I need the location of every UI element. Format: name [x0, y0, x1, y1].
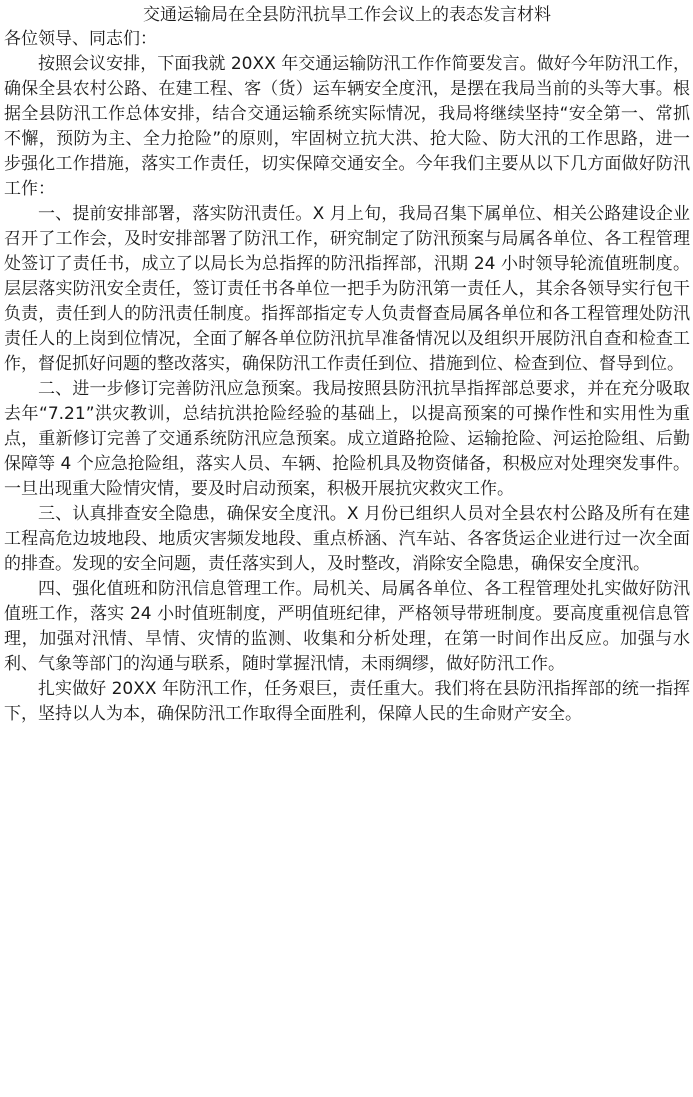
paragraph-section-4: 四、强化值班和防汛信息管理工作。局机关、局属各单位、各工程管理处扎实做好防汛值班工作，落实 24 小时值班制度，严明值班纪律，严格领导带班制度。要高度重视信息管理，加强对汛情、旱情、灾情的监测、收集和分析处理，在第一时间作出反应。加强与水利、气象等部门的沟通与联系，随时掌握汛情，未雨绸缪，做好防汛工作。 — [4, 579, 690, 674]
document-page — [4, 3, 690, 727]
paragraph-section-1: 一、提前安排部署，落实防汛责任。X 月上旬，我局召集下属单位、相关公路建设企业召开了工作会，及时安排部署了防汛工作，研究制定了防汛预案与局属各单位、各工程管理处签订了责任书，成立了以局长为总指挥的防汛指挥部，汛期 24 小时领导轮流值班制度。层层落实防汛安全责任，签订责任书各单位一把手为防汛第一责任人，其余各领导实行包干负责，责任到人的防汛责任制度。指挥部指定专人负责督查局属各单位和各工程管理处防汛责任人的上岗到位情况，全面了解各单位防汛抗旱准备情况以及组织开展防汛自查和检查工作，督促抓好问题的整改落实，确保防汛工作责任到位、措施到位、检查到位、督导到位。 — [4, 204, 690, 374]
document-title: 交通运输局在全县防汛抗旱工作会议上的表态发言材料 — [143, 5, 551, 25]
paragraph-intro: 按照会议安排，下面我就 20XX 年交通运输防汛工作作简要发言。做好今年防汛工作，确保全县农村公路、在建工程、客（货）运车辆安全度汛，是摆在我局当前的头等大事。根据全县防汛工作总体安排，结合交通运输系统实际情况，我局将继续坚持“安全第一、常抓不懈，预防为主、全力抢险”的原则，牢固树立抗大洪、抢大险、防大汛的工作思路，进一步强化工作措施，落实工作责任，切实保障交通安全。今年我们主要从以下几方面做好防汛工作： — [4, 54, 690, 199]
salutation: 各位领导、同志们： — [4, 29, 157, 49]
paragraph-section-2: 二、进一步修订完善防汛应急预案。我局按照县防汛抗旱指挥部总要求，并在充分吸取去年“7.21”洪灾教训，总结抗洪抢险经验的基础上，以提高预案的可操作性和实用性为重点，重新修订完善了交通系统防汛应急预案。成立道路抢险、运输抢险、河运抢险组、后勤保障等 4 个应急抢险组，落实人员、车辆、抢险机具及物资储备，积极应对处理突发事件。一旦出现重大险情灾情，要及时启动预案，积极开展抗灾救灾工作。 — [4, 379, 690, 499]
paragraph-section-3: 三、认真排查安全隐患，确保安全度汛。X 月份已组织人员对全县农村公路及所有在建工程高危边坡地段、地质灾害频发地段、重点桥涵、汽车站、各客货运企业进行过一次全面的排查。发现的安全问题，责任落实到人，及时整改，消除安全隐患，确保安全度汛。 — [4, 504, 690, 574]
paragraph-closing: 扎实做好 20XX 年防汛工作，任务艰巨，责任重大。我们将在县防汛指挥部的统一指挥下，坚持以人为本，确保防汛工作取得全面胜利，保障人民的生命财产安全。 — [4, 679, 690, 724]
